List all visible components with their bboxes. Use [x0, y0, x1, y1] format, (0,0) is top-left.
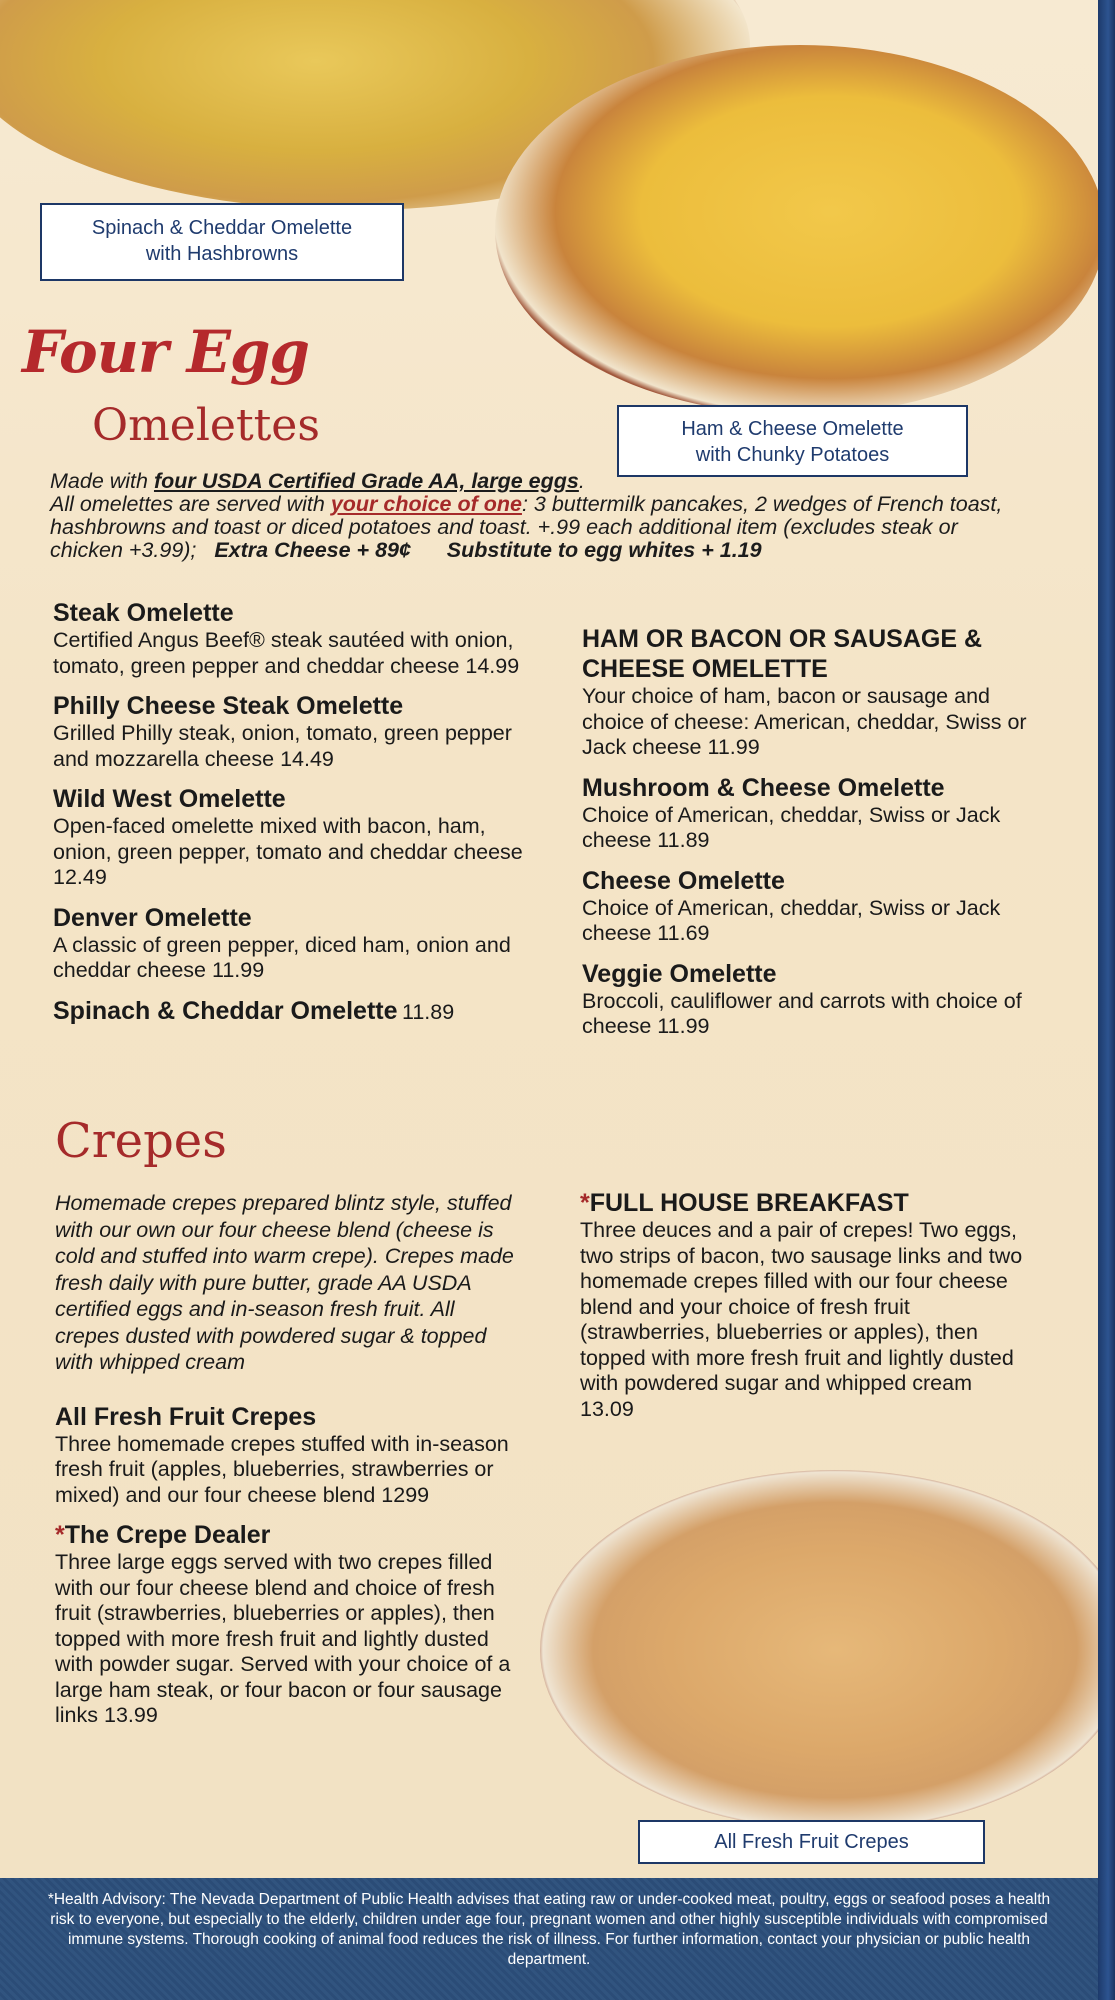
caption-line: Spinach & Cheddar Omelette	[91, 217, 353, 239]
caption-line: Ham & Cheese Omelette	[681, 418, 904, 440]
spinach-omelette-caption	[40, 203, 404, 281]
item-name: The Crepe Dealer	[64, 1521, 271, 1549]
caption-line: with Hashbrowns	[145, 243, 299, 265]
item-desc: Three homemade crepes stuffed with in-season fresh fruit (apples, blueberries, strawberries or mixed) and our four cheese blend 1299	[55, 1431, 509, 1507]
crepes-left-column	[55, 1190, 525, 1741]
fruit-crepes-caption: All Fresh Fruit Crepes	[638, 1820, 985, 1864]
item-desc: Choice of American, cheddar, Swiss or Jack cheese 11.69	[582, 895, 1001, 945]
intro-text: All omelettes are served with	[50, 492, 331, 516]
omelettes-title: Omelettes	[92, 400, 320, 451]
omelettes-intro	[50, 470, 1080, 562]
item-name: Spinach & Cheddar Omelette	[53, 996, 398, 1025]
advisory-text: *Health Advisory: The Nevada Department of Public Health advises that eating raw or under-cooked meat, poultry, eggs or seafood poses a health risk to everyone, but especially to the elderly, children under age four, pregnant women and other highly susceptible individuals with compromised immune systems. Thorough cooking of animal food reduces the risk of illness. For further information, contact your physician or public health department.	[47, 1891, 1051, 1968]
menu-item	[55, 1520, 525, 1729]
menu-item	[582, 624, 1042, 761]
ham-cheese-omelette-caption	[617, 405, 968, 477]
crepes-title: Crepes	[55, 1113, 227, 1169]
menu-item	[582, 866, 1042, 947]
menu-item	[53, 598, 523, 679]
intro-underlined: your choice of one	[330, 492, 522, 516]
item-name: All Fresh Fruit Crepes	[55, 1402, 317, 1431]
item-desc: Choice of American, cheddar, Swiss or Jack cheese 11.89	[582, 802, 1001, 852]
menu-edge	[1098, 0, 1115, 2000]
item-desc: Three large eggs served with two crepes filled with our four cheese blend and choice of fresh fruit (strawberries, blueberries or apples), then topped with more fresh fruit and lightly dusted with powder sugar. Served with your choice of a large ham steak, or four bacon or four sausage links 13.99	[55, 1550, 511, 1727]
item-name: Steak Omelette	[53, 599, 234, 627]
item-desc: Three deuces and a pair of crepes! Two eggs, two strips of bacon, two sausage links and two homemade crepes filled with our four cheese blend and your choice of fresh fruit (strawberries, blueberries or apples), then topped with more fresh fruit and lightly dusted with powdered sugar and whipped cream 13.09	[580, 1218, 1023, 1421]
item-desc: Certified Angus Beef® steak sautéed with onion, tomato, green pepper and cheddar cheese 14.99	[53, 628, 520, 678]
ham-cheese-omelette-photo	[495, 45, 1098, 415]
item-desc: A classic of green pepper, diced ham, onion and cheddar cheese 11.99	[53, 932, 511, 982]
item-desc: Broccoli, cauliflower and carrots with choice of cheese 11.99	[582, 988, 1022, 1038]
item-name: Mushroom & Cheese Omelette	[582, 773, 945, 802]
item-price: 11.89	[401, 999, 455, 1024]
menu-item	[582, 959, 1042, 1040]
omelettes-right-column	[582, 624, 1042, 1052]
menu-item	[55, 1402, 525, 1509]
intro-text: hashbrowns and toast or diced potatoes and toast. +.99 each additional item (excludes steak or	[50, 515, 958, 539]
item-desc: Your choice of ham, bacon or sausage and choice of cheese: American, cheddar, Swiss or Jack cheese 11.99	[582, 684, 1027, 759]
extra-cheese: Extra Cheese + 89¢	[214, 538, 411, 562]
special-mark: *	[55, 1521, 65, 1549]
item-desc: Open-faced omelette mixed with bacon, ham, onion, green pepper, tomato and cheddar cheese 12.49	[53, 814, 523, 889]
intro-text: : 3 buttermilk pancakes, 2 wedges of French toast,	[521, 492, 1003, 516]
item-name: Veggie Omelette	[582, 959, 777, 988]
intro-text: .	[578, 469, 585, 493]
intro-text: Made with	[50, 469, 154, 493]
caption-line: with Chunky Potatoes	[695, 444, 890, 466]
item-name: Denver Omelette	[53, 903, 252, 932]
crepes-intro: Homemade crepes prepared blintz style, stuffed with our own our four cheese blend (cheese is cold and stuffed into warm crepe). Crepes made fresh daily with pure butter, grade AA USDA certified eggs and in-season fresh fruit. All crepes dusted with powdered sugar & topped with whipped cream	[55, 1191, 514, 1374]
omelettes-left-column	[53, 598, 523, 1038]
omelettes-script-title: Four Egg	[22, 318, 309, 386]
health-advisory	[0, 1878, 1098, 2000]
item-name: Cheese Omelette	[582, 866, 785, 895]
crepes-right-column	[580, 1188, 1030, 1434]
item-name: Wild West Omelette	[53, 785, 286, 813]
fruit-crepes-photo	[540, 1470, 1098, 1830]
menu-item	[53, 903, 523, 984]
item-name: Philly Cheese Steak Omelette	[53, 692, 404, 720]
intro-text: chicken +3.99);	[50, 538, 197, 562]
special-mark: *	[580, 1189, 590, 1217]
menu-item	[582, 773, 1042, 854]
item-desc: Grilled Philly steak, onion, tomato, green pepper and mozzarella cheese 14.49	[53, 721, 512, 771]
egg-whites: Substitute to egg whites + 1.19	[446, 538, 762, 562]
menu-item	[580, 1188, 1030, 1422]
item-name: HAM OR BACON OR SAUSAGE & CHEESE OMELETTE	[582, 625, 983, 683]
menu-item	[53, 784, 523, 891]
menu-item	[53, 691, 523, 772]
intro-underlined: four USDA Certified Grade AA, large eggs	[153, 469, 579, 493]
item-name: FULL HOUSE BREAKFAST	[589, 1189, 909, 1217]
menu-item	[53, 996, 523, 1026]
